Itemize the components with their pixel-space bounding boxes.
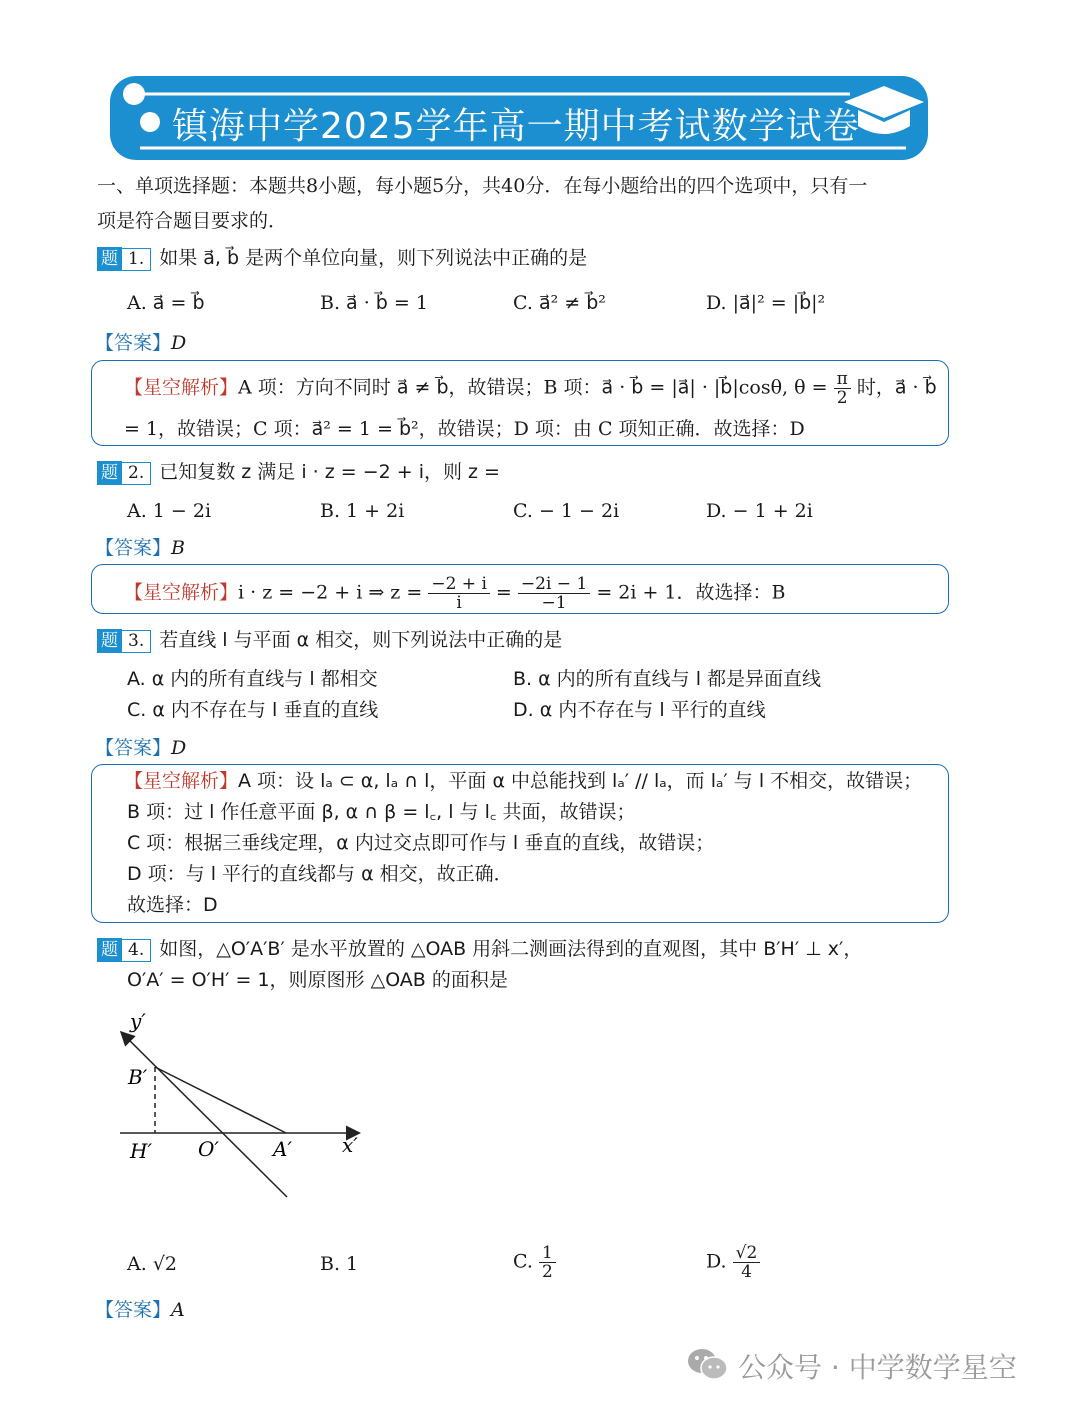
option-letter: D. xyxy=(706,1250,727,1273)
question-stem: 若直线 l 与平面 α 相交，则下列说法中正确的是 xyxy=(159,629,563,651)
question-3-header xyxy=(97,627,562,653)
q4-option-c xyxy=(513,1244,556,1281)
fraction-numerator: −2i − 1 xyxy=(518,575,590,594)
q4-option-a xyxy=(127,1251,177,1277)
q3-analysis-line1 xyxy=(124,768,922,794)
answer-value: A xyxy=(171,1299,185,1321)
q1-analysis-line2: = 1，故错误；C 项：a⃗² = 1 = b⃗²，故错误；D 项：由 C 项知正确．故选择：D xyxy=(124,418,805,440)
q2-option-a: A. 1 − 2i xyxy=(127,500,212,522)
page-title: 镇海中学2025学年高一期中考试数学试卷 xyxy=(172,106,860,147)
q2-analysis: 【星空解析】i · z = −2 + i ⇒ z = $\frac{-2 + i}{i}$ = $\frac{-2i - 1}{-1}$ = 2i + 1．故选择：B xyxy=(124,574,786,613)
q1-option-b: B. a⃗ · b⃗ = 1 xyxy=(320,292,428,314)
q4-answer xyxy=(95,1297,185,1323)
analysis-text: i · z = −2 + i ⇒ z = xyxy=(238,581,423,604)
analysis-text-tail: = 2i + 1．故选择：B xyxy=(596,581,786,604)
question-number: 2. xyxy=(122,462,151,485)
y-axis xyxy=(122,1033,287,1197)
fraction-numerator: −2 + i xyxy=(428,575,490,594)
question-4-stem-line2: O′A′ = O′H′ = 1，则原图形 △OAB 的面积是 xyxy=(127,969,508,991)
question-2-header xyxy=(97,459,500,485)
option-letter: A. xyxy=(127,1253,147,1275)
q3-option-d: D. α 内不存在与 l 平行的直线 xyxy=(513,699,766,721)
fraction-1 xyxy=(428,575,490,612)
fraction-denominator: i xyxy=(456,593,462,613)
option-value: √2 xyxy=(152,1253,178,1275)
q1-option-c: C. a⃗² ≠ b⃗² xyxy=(513,292,606,314)
q1-option-a: A. a⃗ = b⃗ xyxy=(127,292,205,314)
analysis-text-tail: 时，a⃗ · b⃗ xyxy=(856,376,937,399)
question-tag: 题 xyxy=(97,247,122,271)
analysis-text: A 项：方向不同时 a⃗ ≠ b⃗，故错误；B 项：a⃗ · b⃗ = |a⃗| · |b⃗|cosθ, θ = xyxy=(238,376,828,399)
fraction-2 xyxy=(518,575,590,612)
question-number: 1. xyxy=(122,248,151,271)
q4-option-d xyxy=(706,1244,760,1281)
analysis-label: 【星空解析】 xyxy=(124,581,239,604)
fraction-numerator: √2 xyxy=(733,1244,761,1263)
option-fraction xyxy=(539,1244,556,1281)
question-tag: 题 xyxy=(97,461,122,485)
answer-key-label: 【答案】 xyxy=(95,737,172,759)
question-1-header xyxy=(97,245,587,271)
fraction-denominator: 2 xyxy=(836,388,848,408)
option-letter: C. xyxy=(513,1250,533,1273)
q4-option-b: B. 1 xyxy=(320,1253,359,1275)
pi-over-2-fraction xyxy=(834,370,851,407)
q1-analysis-line1 xyxy=(124,370,937,407)
y-axis-label: y′ xyxy=(130,1009,146,1033)
question-stem: 如果 a⃗, b⃗ 是两个单位向量，则下列说法中正确的是 xyxy=(159,247,588,269)
q2-answer xyxy=(95,535,185,561)
q3-option-b: B. α 内的所有直线与 l 都是异面直线 xyxy=(513,668,822,690)
answer-value: D xyxy=(171,332,187,354)
q3-analysis-line5: 故选择：D xyxy=(127,894,218,916)
analysis-label: 【星空解析】 xyxy=(124,770,239,792)
question-number: 4. xyxy=(122,939,151,962)
point-b-label: B′ xyxy=(128,1065,148,1089)
answer-key-label: 【答案】 xyxy=(95,1299,172,1321)
section-intro-line2: 项是符合题目要求的． xyxy=(97,210,288,232)
section-intro-line1: 一、单项选择题：本题共8小题，每小题5分，共40分．在每小题给出的四个选项中，只有一 xyxy=(97,175,868,197)
wechat-icon xyxy=(686,1346,730,1382)
answer-value: B xyxy=(171,537,185,559)
q2-option-c: C. − 1 − 2i xyxy=(513,500,620,522)
question-stem: 如图，△O′A′B′ 是水平放置的 △OAB 用斜二测画法得到的直观图，其中 B′H′ ⊥ x′， xyxy=(159,938,863,960)
question-tag: 题 xyxy=(97,629,122,653)
fraction-numerator: π xyxy=(834,370,851,389)
point-h-label: H′ xyxy=(130,1139,152,1163)
analysis-label: 【星空解析】 xyxy=(124,376,239,399)
analysis-text: A 项：设 lₐ ⊂ α, lₐ ∩ l，平面 α 中总能找到 lₐ′ // lₐ，而 lₐ′ 与 l 不相交，故错误； xyxy=(238,770,923,792)
q2-option-b: B. 1 + 2i xyxy=(320,500,405,522)
fraction-denominator: −1 xyxy=(541,593,567,613)
q3-option-a: A. α 内的所有直线与 l 都相交 xyxy=(127,668,378,690)
point-a-label: A′ xyxy=(273,1137,292,1161)
q3-analysis-line3: C 项：根据三垂线定理，α 内过交点即可作与 l 垂直的直线，故错误； xyxy=(127,832,715,854)
q3-analysis-line4: D 项：与 l 平行的直线都与 α 相交，故正确． xyxy=(127,863,513,885)
x-axis-label: x′ xyxy=(342,1133,358,1157)
fraction-numerator: 1 xyxy=(539,1244,556,1263)
q2-option-d: D. − 1 + 2i xyxy=(706,500,813,522)
answer-value: D xyxy=(171,737,187,759)
q1-answer xyxy=(95,330,186,356)
point-o-label: O′ xyxy=(198,1137,219,1161)
question-number: 3. xyxy=(122,630,151,653)
answer-key-label: 【答案】 xyxy=(95,537,172,559)
q3-answer xyxy=(95,735,186,761)
oblique-projection-figure xyxy=(100,1000,380,1210)
q3-analysis-line2: B 项：过 l 作任意平面 β, α ∩ β = l꜀, l 与 l꜀ 共面，故错误； xyxy=(127,801,636,823)
watermark-text: 公众号 · 中学数学星空 xyxy=(738,1351,1017,1384)
q3-option-c: C. α 内不存在与 l 垂直的直线 xyxy=(127,699,379,721)
q1-option-d: D. |a⃗|² = |b⃗|² xyxy=(706,292,826,314)
option-fraction xyxy=(733,1244,761,1281)
question-4-header xyxy=(97,936,862,962)
fraction-denominator: 4 xyxy=(741,1262,752,1282)
fraction-denominator: 2 xyxy=(541,1262,553,1282)
segment-b-a xyxy=(155,1067,286,1133)
question-stem: 已知复数 z 满足 i · z = −2 + i，则 z = xyxy=(159,461,500,483)
answer-key-label: 【答案】 xyxy=(95,332,172,354)
question-tag: 题 xyxy=(97,938,122,962)
